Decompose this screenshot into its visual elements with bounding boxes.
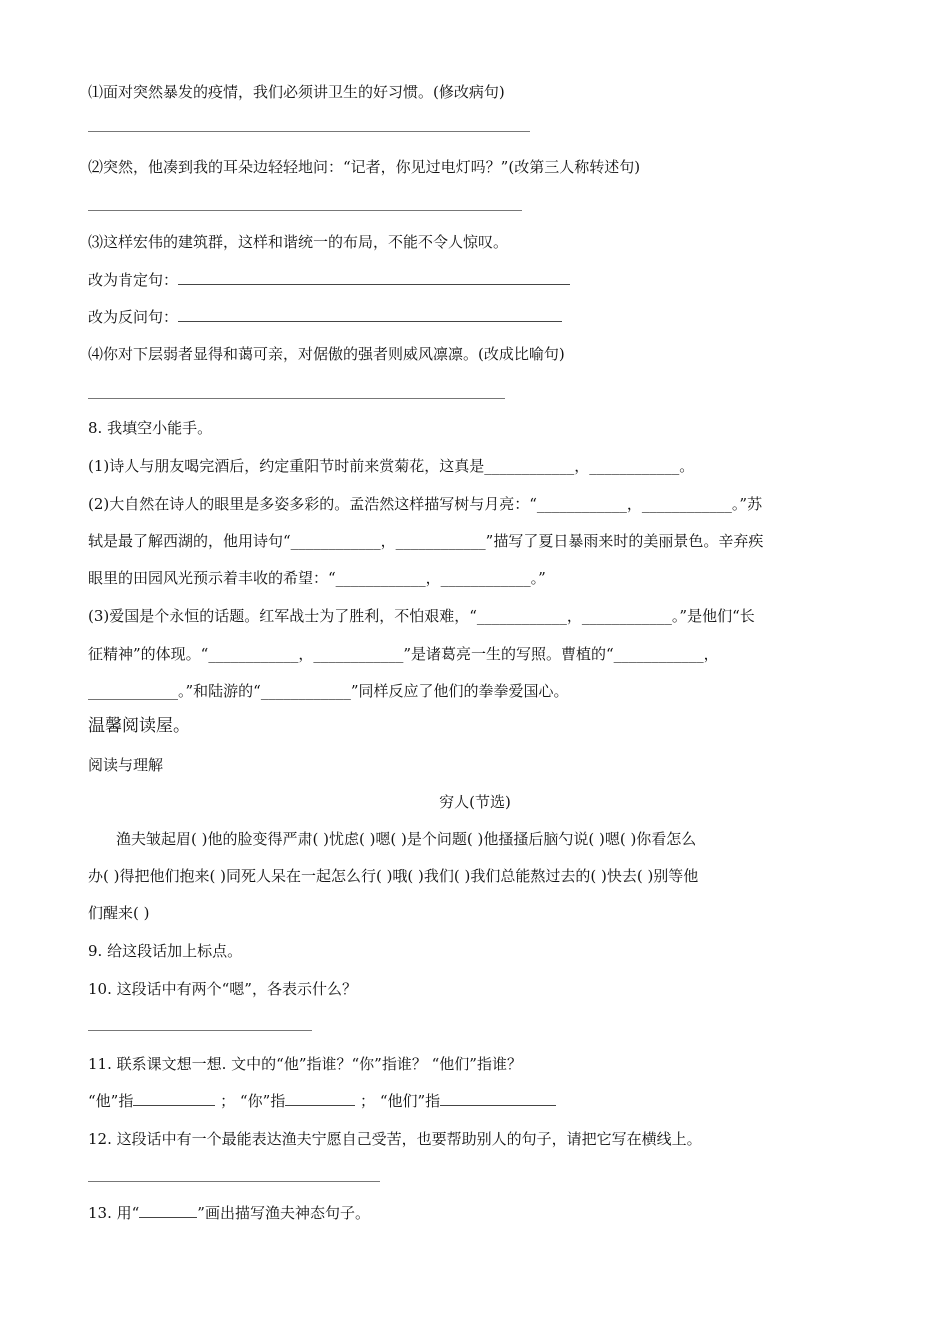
answer-line[interactable] <box>88 398 505 399</box>
q8-part-1: (1)诗人与朋友喝完酒后，约定重阳节时前来赏菊花，这真是____________，____________。 <box>88 457 695 475</box>
q9-text: 9. 给这段话加上标点。 <box>88 942 243 960</box>
affirm-answer-line[interactable] <box>178 270 570 285</box>
passage-line-1: 渔夫皱起眉( )他的脸变得严肃( )忧虑( )嗯( )是个问题( )他搔搔后脑勺说( )嗯( )你看怎么 <box>116 830 697 848</box>
q8-p3-text-2: 征精神”的体现。“____________，____________”是诸葛亮一生的写照。曹植的“____________， <box>88 645 719 663</box>
q8-p3-text-1: (3)爱国是个永恒的话题。红军战士为了胜利，不怕艰难，“____________，____________。”是他们“长 <box>88 607 755 625</box>
rhetoric-row <box>88 307 562 327</box>
q12-text: 12. 这段话中有一个最能表达渔夫宁愿自己受苦，也要帮助别人的句子，请把它写在横线上。 <box>88 1130 702 1148</box>
passage-line-3: 们醒来( ) <box>88 904 150 922</box>
answer-line[interactable] <box>88 131 530 132</box>
q10-text: 10. 这段话中有两个“嗯”，各表示什么？ <box>88 980 357 998</box>
q7-item-1: ⑴面对突然暴发的疫情，我们必须讲卫生的好习惯。(修改病句) <box>88 83 505 101</box>
q7-item-4: ⑷你对下层弱者显得和蔼可亲，对倨傲的强者则威风凛凛。(改成比喻句) <box>88 345 565 363</box>
q8-p2-text-2: 轼是最了解西湖的，他用诗句“____________，____________”描写了夏日暴雨来时的美丽景色。辛弃疾 <box>88 532 764 550</box>
affirm-label: 改为肯定句： <box>88 271 179 289</box>
q8-part-3-line-1 <box>88 606 862 626</box>
answer-line[interactable] <box>88 210 522 211</box>
q13-after: ”画出描写渔夫神态句子。 <box>197 1204 370 1222</box>
q13-before: 13. 用“ <box>88 1204 140 1222</box>
q7-item-3: ⑶这样宏伟的建筑群，这样和谐统一的布局，不能不令人惊叹。 <box>88 233 509 251</box>
q13-text <box>88 1203 370 1223</box>
rhetoric-label: 改为反问句： <box>88 308 179 326</box>
q8-part-3-line-3: ____________。”和陆游的“____________”同样反应了他们的拳拳爱国心。 <box>88 682 569 700</box>
section-heading: 温馨阅读屋。 <box>88 716 190 736</box>
answer-line[interactable] <box>88 1030 312 1031</box>
q11-answers <box>88 1091 556 1111</box>
q13-mark-line <box>139 1203 197 1218</box>
q11-they-label: “他们”指 <box>379 1092 441 1110</box>
affirm-row <box>88 270 570 290</box>
q11-they-line[interactable] <box>440 1091 556 1106</box>
q11-you-label: “你”指 <box>239 1092 286 1110</box>
q8-part-2-line-2 <box>88 531 862 551</box>
q8-part-3-line-2 <box>88 644 862 664</box>
passage-line-2: 办( )得把他们抱来( )同死人呆在一起怎么行( )哦( )我们( )我们总能熬过去的( )快去( )别等他 <box>88 867 699 885</box>
passage-title: 穷人(节选) <box>439 793 511 811</box>
rhetoric-answer-line[interactable] <box>178 307 562 322</box>
subsection-heading: 阅读与理解 <box>88 756 164 774</box>
q8-part-2-line-3: 眼里的田园风光预示着丰收的希望：“____________，____________。” <box>88 569 546 587</box>
q8-p2-text-1: (2)大自然在诗人的眼里是多姿多彩的。孟浩然这样描写树与月亮：“____________，____________。”苏 <box>88 495 763 513</box>
q11-sep-1: ； <box>220 1092 236 1110</box>
q11-sep-2: ； <box>360 1092 376 1110</box>
answer-line[interactable] <box>88 1181 380 1182</box>
q8-title: 8. 我填空小能手。 <box>88 419 213 437</box>
q11-he-label: “他”指 <box>88 1092 134 1110</box>
q8-part-2-line-1 <box>88 494 862 514</box>
q7-item-2: ⑵突然，他凑到我的耳朵边轻轻地问：“记者，你见过电灯吗？”(改第三人称转述句) <box>88 158 641 176</box>
q11-question: 11. 联系课文想一想. 文中的“他”指谁？“你”指谁？ “他们”指谁？ <box>88 1055 522 1073</box>
q11-he-line[interactable] <box>133 1091 215 1106</box>
q11-you-line[interactable] <box>285 1091 355 1106</box>
